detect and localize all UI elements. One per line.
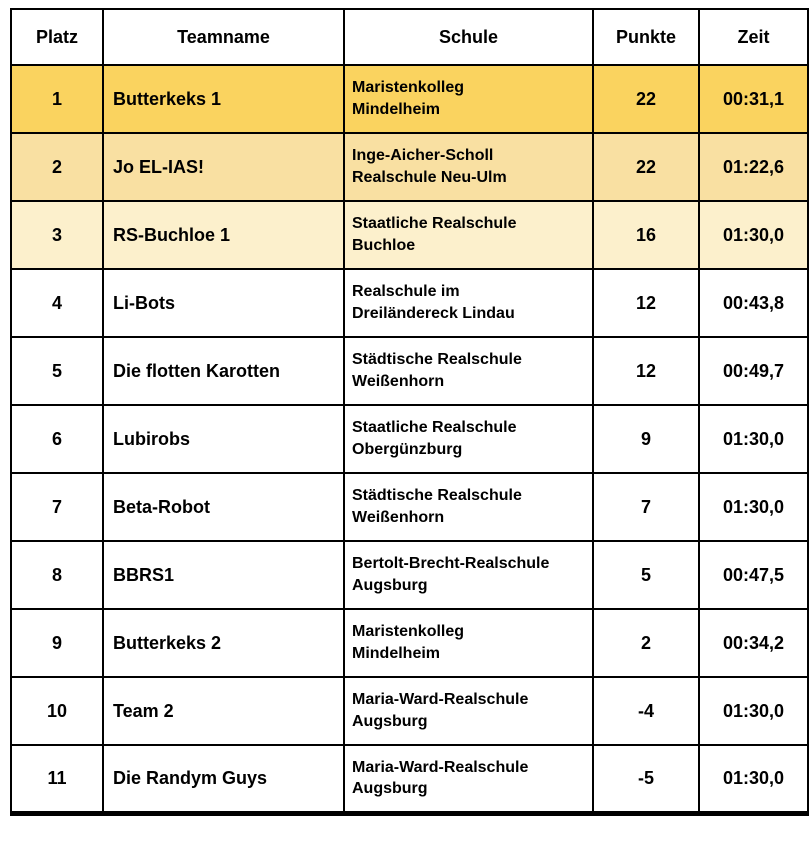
cell-schule (344, 65, 593, 133)
schule-line: Maria-Ward-Realschule (352, 758, 529, 776)
cell-zeit: 00:43,8 (699, 269, 808, 337)
cell-platz: 1 (11, 65, 103, 133)
cell-teamname: Lubirobs (103, 405, 344, 473)
cell-platz: 9 (11, 609, 103, 677)
table-row (11, 609, 808, 677)
leaderboard-table (10, 8, 809, 816)
cell-zeit: 01:30,0 (699, 745, 808, 813)
cell-zeit: 01:30,0 (699, 405, 808, 473)
results-page (0, 8, 810, 852)
cell-zeit: 01:30,0 (699, 473, 808, 541)
schule-line: Inge-Aicher-Scholl (352, 147, 494, 165)
cell-zeit: 01:22,6 (699, 133, 808, 201)
schule-line: Staatliche Realschule (352, 215, 517, 233)
cell-platz: 4 (11, 269, 103, 337)
column-header-platz: Platz (11, 9, 103, 65)
cell-schule (344, 609, 593, 677)
schule-line: Obergünzburg (352, 441, 463, 458)
schule-line: Augsburg (352, 780, 428, 798)
schule-line: Augsburg (352, 713, 428, 730)
schule-line: Weißenhorn (352, 509, 445, 526)
table-row (11, 677, 808, 745)
table-row (11, 405, 808, 473)
schule-line: Bertolt-Brecht-Realschule (352, 555, 550, 573)
table-row (11, 269, 808, 337)
column-header-zeit: Zeit (699, 9, 808, 65)
cell-platz: 11 (11, 745, 103, 813)
cell-teamname: Butterkeks 2 (103, 609, 344, 677)
schule-line: Realschule Neu-Ulm (352, 169, 507, 186)
cell-schule (344, 405, 593, 473)
cell-schule (344, 745, 593, 813)
cell-schule (344, 269, 593, 337)
cell-zeit: 00:49,7 (699, 337, 808, 405)
cell-schule (344, 677, 593, 745)
column-header-schule: Schule (344, 9, 593, 65)
cell-schule (344, 201, 593, 269)
schule-line: Mindelheim (352, 645, 441, 662)
cell-punkte: 7 (593, 473, 699, 541)
cell-zeit: 01:30,0 (699, 201, 808, 269)
table-row (11, 133, 808, 201)
column-header-punkte: Punkte (593, 9, 699, 65)
schule-line: Maria-Ward-Realschule (352, 691, 529, 709)
cell-teamname: Team 2 (103, 677, 344, 745)
cell-punkte: 12 (593, 337, 699, 405)
cell-teamname: BBRS1 (103, 541, 344, 609)
cell-teamname: Butterkeks 1 (103, 65, 344, 133)
cell-zeit: 01:30,0 (699, 677, 808, 745)
cell-teamname: Die flotten Karotten (103, 337, 344, 405)
schule-line: Dreiländereck Lindau (352, 305, 515, 322)
header-row (11, 9, 808, 65)
schule-line: Städtische Realschule (352, 487, 522, 505)
cell-teamname: Die Randym Guys (103, 745, 344, 813)
cell-punkte: 5 (593, 541, 699, 609)
schule-line: Maristenkolleg (352, 623, 465, 641)
cell-punkte: -4 (593, 677, 699, 745)
cell-punkte: 2 (593, 609, 699, 677)
table-row (11, 65, 808, 133)
cell-schule (344, 337, 593, 405)
table-row (11, 201, 808, 269)
schule-line: Realschule im (352, 283, 460, 301)
cell-teamname: Beta-Robot (103, 473, 344, 541)
cell-platz: 10 (11, 677, 103, 745)
schule-line: Augsburg (352, 577, 428, 594)
cell-punkte: -5 (593, 745, 699, 813)
schule-line: Städtische Realschule (352, 351, 522, 369)
cell-zeit: 00:47,5 (699, 541, 808, 609)
cell-schule (344, 133, 593, 201)
cell-schule (344, 541, 593, 609)
schule-line: Weißenhorn (352, 373, 445, 390)
cell-punkte: 16 (593, 201, 699, 269)
column-header-teamname: Teamname (103, 9, 344, 65)
table-row (11, 473, 808, 541)
schule-line: Maristenkolleg (352, 79, 465, 97)
schule-line: Staatliche Realschule (352, 419, 517, 437)
cell-punkte: 22 (593, 133, 699, 201)
table-row (11, 337, 808, 405)
schule-line: Mindelheim (352, 101, 441, 118)
cell-punkte: 12 (593, 269, 699, 337)
schule-line: Buchloe (352, 237, 416, 254)
table-row (11, 541, 808, 609)
cell-zeit: 00:34,2 (699, 609, 808, 677)
leaderboard-body (11, 65, 808, 813)
cell-punkte: 9 (593, 405, 699, 473)
cell-teamname: Jo EL-IAS! (103, 133, 344, 201)
cell-zeit: 00:31,1 (699, 65, 808, 133)
cell-platz: 3 (11, 201, 103, 269)
cell-platz: 2 (11, 133, 103, 201)
cell-platz: 6 (11, 405, 103, 473)
cell-platz: 8 (11, 541, 103, 609)
cell-punkte: 22 (593, 65, 699, 133)
cell-platz: 7 (11, 473, 103, 541)
cell-teamname: Li-Bots (103, 269, 344, 337)
cell-platz: 5 (11, 337, 103, 405)
table-row (11, 745, 808, 813)
cell-schule (344, 473, 593, 541)
cell-teamname: RS-Buchloe 1 (103, 201, 344, 269)
